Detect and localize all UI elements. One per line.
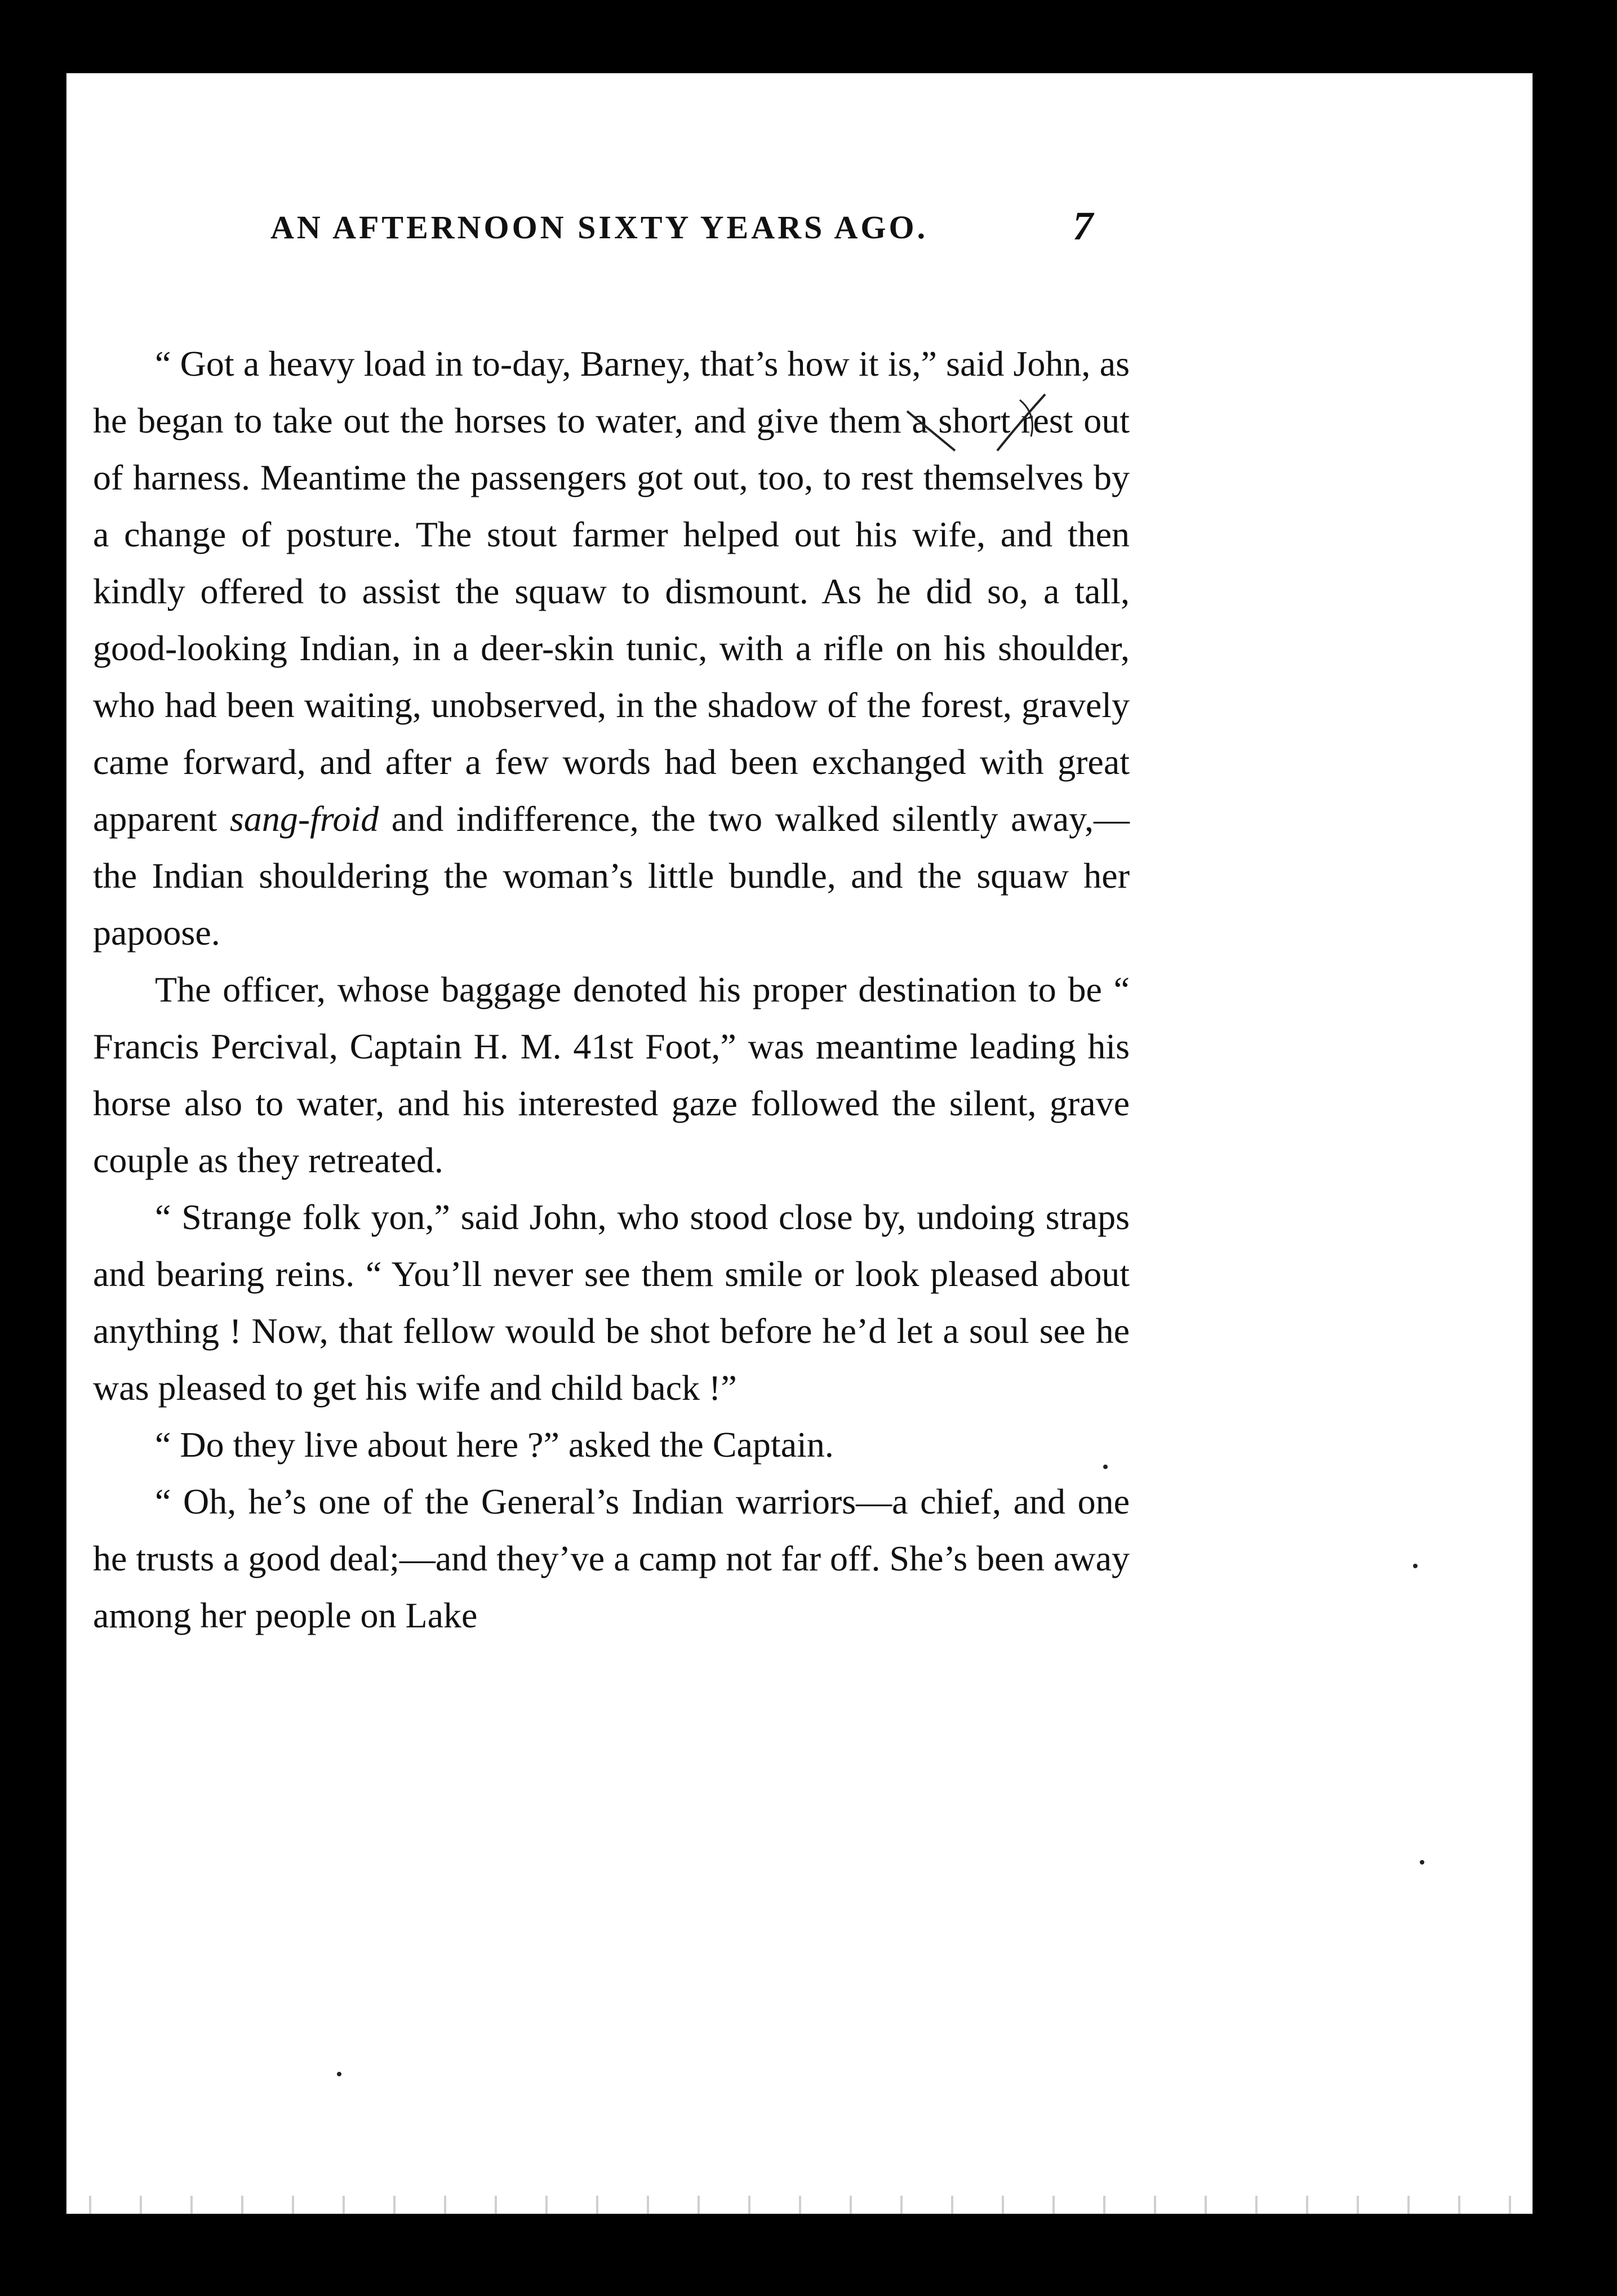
paragraph-5: “ Oh, he’s one of the General’s Indian warriors—a chief, and one he trusts a good deal;—and they’ve a camp not far off. She’s been away among her people on Lake <box>93 1481 1130 1635</box>
paragraph-1-text-b: and indifference, the two walked silently away,—the Indian shouldering the woman’s little bundle, and the squaw her papoose. <box>93 799 1130 953</box>
scan-edge-noise <box>66 2196 1532 2214</box>
margin-speck <box>1420 1860 1424 1865</box>
paragraph-4: “ Do they live about here ?” asked the Captain. <box>155 1425 834 1465</box>
margin-speck <box>337 2072 341 2076</box>
paragraph-1-text-a: “ Got a heavy load in to-day, Barney, that’s how it is,” said John, as he began to take out the horses to water, and give them a short rest out of harness. Meantime the passengers got out, too, to rest themselves by a change of posture. The stout farmer helped out his wife, and then kindly offered to assist the squaw to dismount. As he did so, a tall, good-looking Indian, in a deer-skin tunic, with a rifle on his shoulder, who had been waiting, unobserved, in the shadow of the forest, gravely came forward, and after a few words had been exchanged with great apparent <box>93 344 1130 839</box>
pencil-annotation <box>901 389 1048 468</box>
paragraph-3: “ Strange folk yon,” said John, who stood close by, undoing straps and bearing reins. “ You’ll never see them smile or look pleased about anything ! Now, that fellow would be shot before he’d let a soul see he was pleased to get his wife and child back !” <box>93 1197 1130 1408</box>
margin-speck <box>1103 1465 1108 1469</box>
italic-phrase: sang-froid <box>229 799 379 839</box>
margin-speck <box>1413 1564 1418 1568</box>
body-text <box>93 335 1130 1644</box>
paragraph-2: The officer, whose baggage denoted his proper destination to be “ Francis Percival, Captain H. M. 41st Foot,” was meantime leading his horse also to water, and his interested gaze followed the silent, grave couple as they retreated. <box>93 969 1130 1180</box>
running-title: AN AFTERNOON SIXTY YEARS AGO. <box>270 209 929 246</box>
running-head <box>208 197 1093 265</box>
page-number: 7 <box>1073 203 1093 248</box>
